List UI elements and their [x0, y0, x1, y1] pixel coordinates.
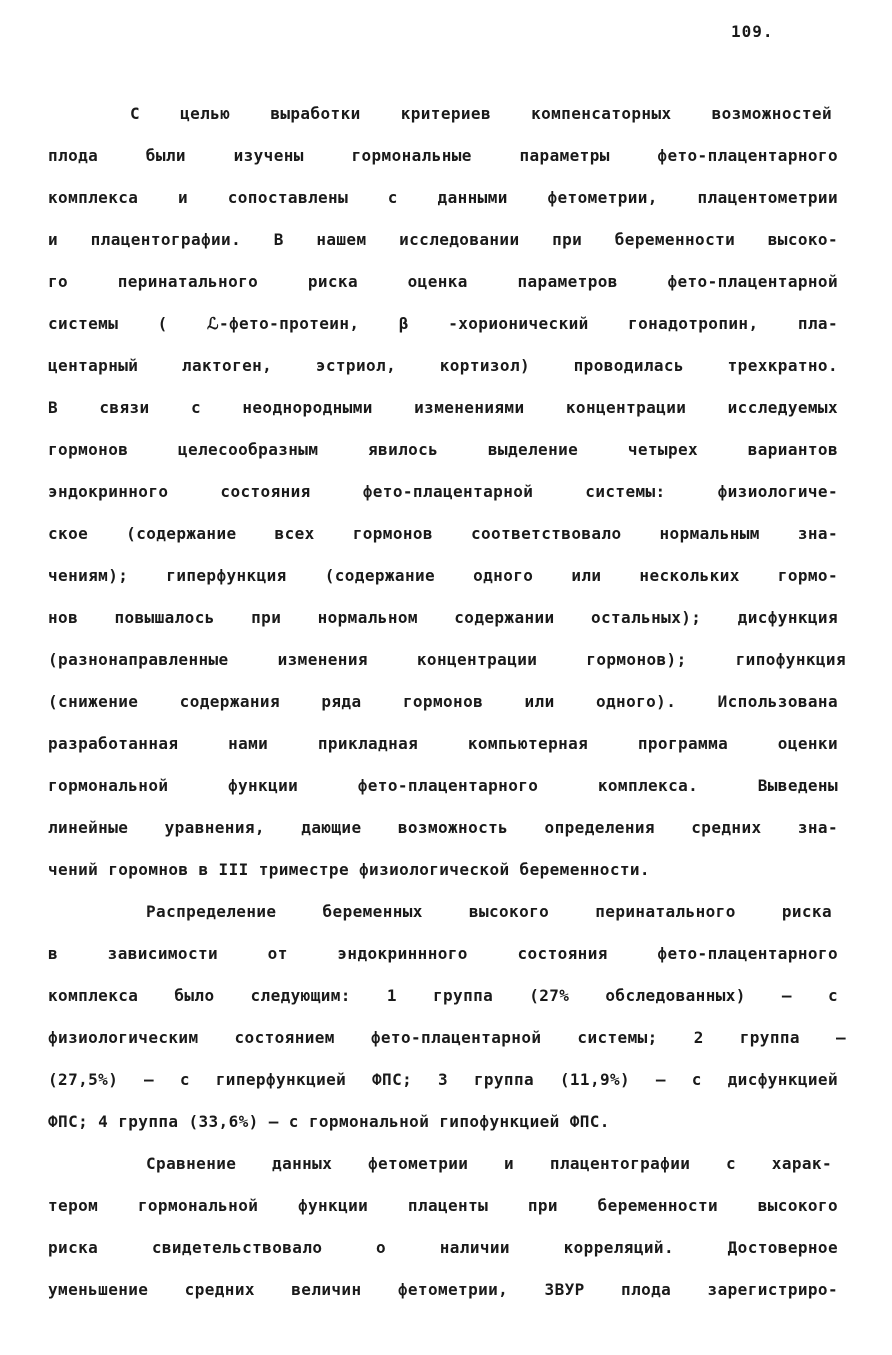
text-line: физиологическим состоянием фето-плацентарной системы; 2 группа –	[48, 1028, 846, 1047]
text-line: Сравнение данных фетометрии и плацентографии с харак-	[146, 1154, 832, 1173]
text-line: гормонов целесообразным явилось выделение четырех вариантов	[48, 440, 838, 459]
text-line: риска свидетельствовало о наличии корреляций. Достоверное	[48, 1238, 838, 1257]
text-line: (разнонаправленные изменения концентрации гормонов); гипофункция	[48, 650, 846, 669]
text-line: уменьшение средних величин фетометрии, ЗВУР плода зарегистриро-	[48, 1280, 838, 1299]
text-line: С целью выработки критериев компенсаторных возможностей	[130, 104, 832, 123]
text-line: системы ( ℒ-фето-протеин, β -хорионический гонадотропин, пла-	[48, 314, 838, 333]
text-line: чений горомнов в III триместре физиологической беременности.	[48, 860, 650, 879]
text-line: В связи с неоднородными изменениями концентрации исследуемых	[48, 398, 838, 417]
page-number: 109.	[731, 22, 774, 41]
text-line: Распределение беременных высокого перинатального риска	[146, 902, 832, 921]
text-line: комплекса и сопоставлены с данными фетометрии, плацентометрии	[48, 188, 838, 207]
text-line: чениям); гиперфункция (содержание одного или нескольких гормо-	[48, 566, 838, 585]
text-line: эндокринного состояния фето-плацентарной системы: физиологиче-	[48, 482, 838, 501]
text-line: (27,5%) – с гиперфункцией ФПС; 3 группа (11,9%) – с дисфункцией	[48, 1070, 838, 1089]
text-line: гормональной функции фето-плацентарного комплекса. Выведены	[48, 776, 838, 795]
text-line: плода были изучены гормональные параметры фето-плацентарного	[48, 146, 838, 165]
text-line: в зависимости от эндокриннного состояния фето-плацентарного	[48, 944, 838, 963]
text-line: го перинатального риска оценка параметров фето-плацентарной	[48, 272, 838, 291]
text-line: линейные уравнения, дающие возможность определения средних зна-	[48, 818, 838, 837]
text-line: разработанная нами прикладная компьютерная программа оценки	[48, 734, 838, 753]
text-line: ФПС; 4 группа (33,6%) – с гормональной гипофункцией ФПС.	[48, 1112, 610, 1131]
text-line: нов повышалось при нормальном содержании остальных); дисфункция	[48, 608, 838, 627]
text-line: ское (содержание всех гормонов соответствовало нормальным зна-	[48, 524, 838, 543]
text-line: комплекса было следующим: 1 группа (27% обследованных) – с	[48, 986, 838, 1005]
text-line: (снижение содержания ряда гормонов или одного). Использована	[48, 692, 838, 711]
text-line: и плацентографии. В нашем исследовании при беременности высоко-	[48, 230, 838, 249]
text-line: тером гормональной функции плаценты при беременности высокого	[48, 1196, 838, 1215]
text-line: центарный лактоген, эстриол, кортизол) проводилась трехкратно.	[48, 356, 838, 375]
